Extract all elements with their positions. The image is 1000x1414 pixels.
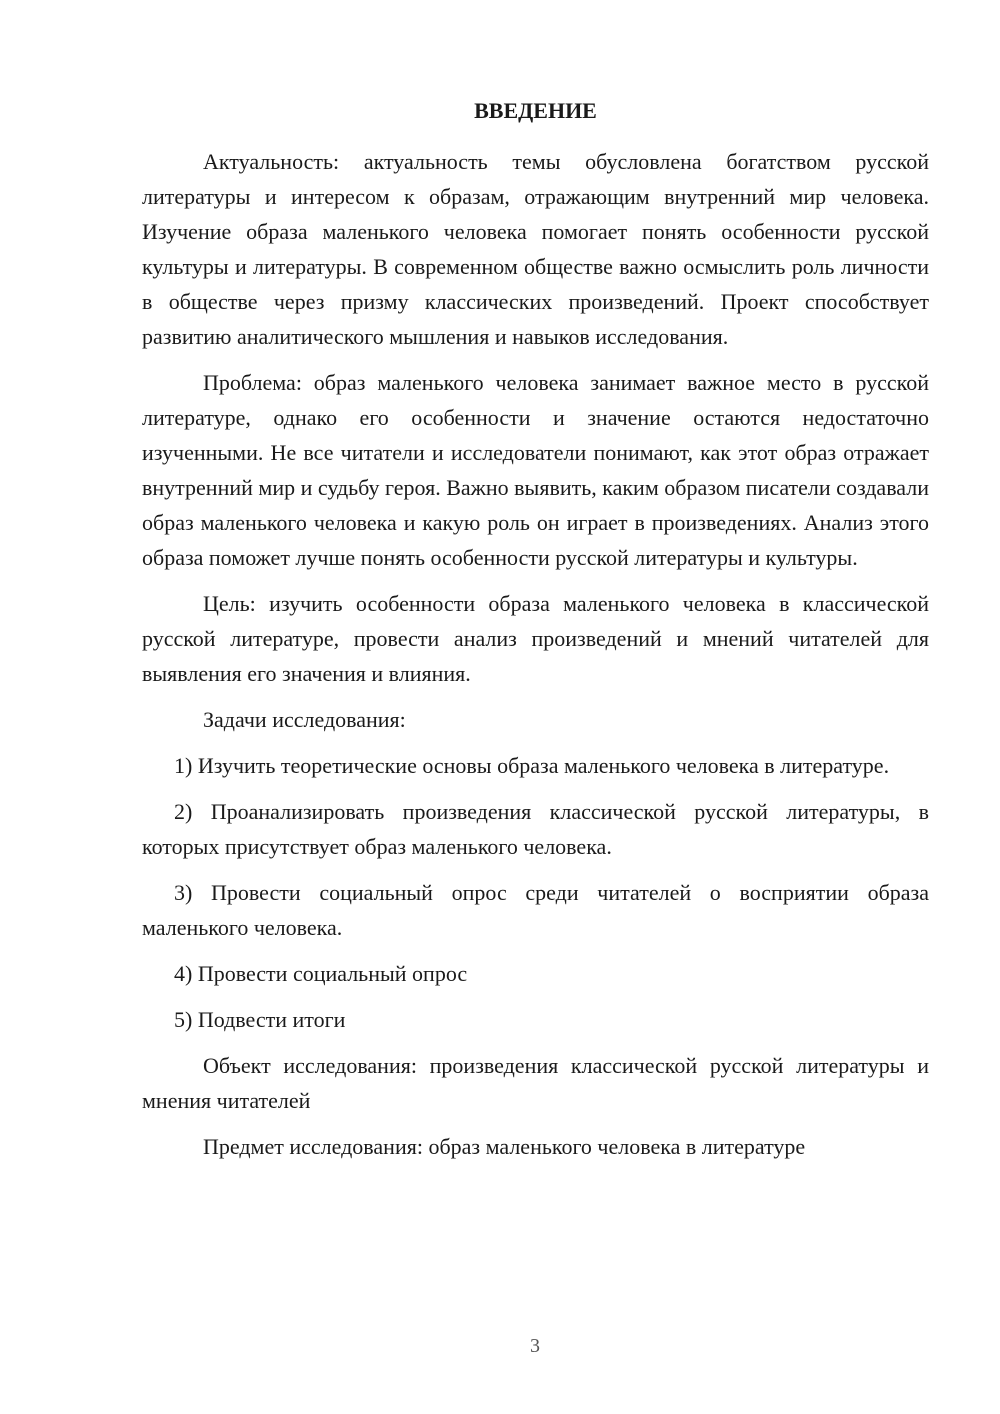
goal-paragraph: Цель: изучить особенности образа маленького человека в классической русской литературе, провести анализ произведений и мнений читателей для выявления его значения и влияния. <box>142 591 929 686</box>
research-object-paragraph: Объект исследования: произведения классической русской литературы и мнения читателей <box>142 1053 929 1113</box>
task-item-4: 4) Провести социальный опрос <box>174 961 468 986</box>
document-body <box>142 144 929 1164</box>
task-item-5: 5) Подвести итоги <box>174 1007 346 1032</box>
page-number: 3 <box>530 1335 540 1357</box>
relevance-paragraph: Актуальность: актуальность темы обусловлена богатством русской литературы и интересом к образам, отражающим внутренний мир человека. Изучение образа маленького человека помогает понять особенности русской культуры и литературы. В современном обществе важно осмыслить роль личности в обществе через призму классических произведений. Проект способствует развитию аналитического мышления и навыков исследования. <box>142 149 929 349</box>
research-subject-paragraph: Предмет исследования: образ маленького человека в литературе <box>203 1134 806 1159</box>
task-item-3: 3) Провести социальный опрос среди читателей о восприятии образа маленького человека. <box>142 880 929 940</box>
tasks-heading: Задачи исследования: <box>203 707 406 732</box>
task-item-1: 1) Изучить теоретические основы образа маленького человека в литературе. <box>174 753 890 778</box>
problem-paragraph: Проблема: образ маленького человека занимает важное место в русской литературе, однако его особенности и значение остаются недостаточно изученными. Не все читатели и исследователи понимают, как этот образ отражает внутренний мир и судьбу героя. Важно выявить, каким образом писатели создавали образ маленького человека и какую роль он играет в произведениях. Анализ этого образа поможет лучше понять особенности русской литературы и культуры. <box>142 370 930 570</box>
page-title: ВВЕДЕНИЕ <box>474 98 597 123</box>
task-item-2: 2) Проанализировать произведения классической русской литературы, в которых присутствует образ маленького человека. <box>142 799 929 859</box>
